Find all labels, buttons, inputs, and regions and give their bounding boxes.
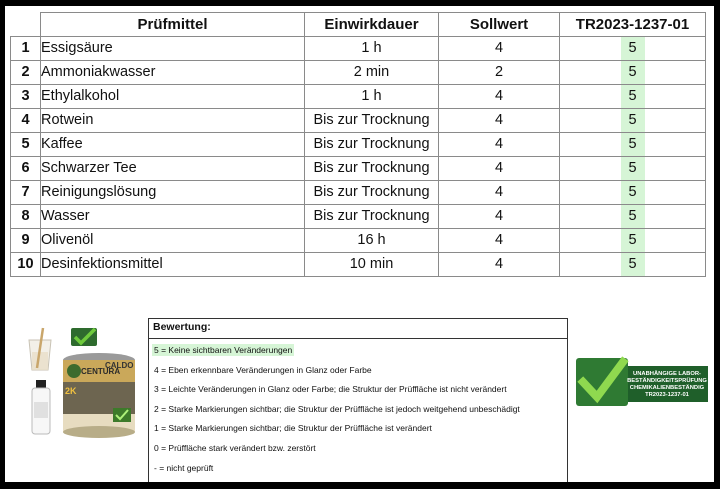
row-number: 9 bbox=[11, 229, 41, 253]
table-row bbox=[11, 109, 706, 133]
result-cell bbox=[560, 181, 706, 205]
check-icon bbox=[71, 328, 97, 346]
result-value: 5 bbox=[621, 133, 645, 156]
duration-cell: 10 min bbox=[305, 253, 439, 277]
target-cell: 4 bbox=[439, 109, 560, 133]
result-value: 5 bbox=[621, 37, 645, 60]
row-number: 6 bbox=[11, 157, 41, 181]
svg-text:UNABHÄNGIGE LABOR-: UNABHÄNGIGE LABOR- bbox=[633, 371, 701, 377]
header-target: Sollwert bbox=[439, 13, 560, 37]
target-cell: 2 bbox=[439, 61, 560, 85]
result-cell bbox=[560, 253, 706, 277]
header-num bbox=[11, 13, 41, 37]
agent-cell: Ethylalkohol bbox=[41, 85, 305, 109]
target-cell: 4 bbox=[439, 157, 560, 181]
duration-cell: Bis zur Trocknung bbox=[305, 133, 439, 157]
legend-item-text: 3 = Leichte Veränderungen in Glanz oder Farbe; die Struktur der Prüffläche ist nicht verändert bbox=[154, 384, 507, 395]
legend-title: Bewertung: bbox=[149, 319, 567, 339]
agent-cell: Essigsäure bbox=[41, 37, 305, 61]
target-cell: 4 bbox=[439, 37, 560, 61]
row-number: 2 bbox=[11, 61, 41, 85]
agent-cell: Wasser bbox=[41, 205, 305, 229]
target-cell: 4 bbox=[439, 253, 560, 277]
table-row bbox=[11, 157, 706, 181]
product-illustration bbox=[23, 322, 138, 442]
legend-item bbox=[152, 441, 564, 461]
result-value: 5 bbox=[621, 109, 645, 132]
certification-badge bbox=[575, 356, 709, 408]
target-cell: 4 bbox=[439, 229, 560, 253]
result-cell bbox=[560, 61, 706, 85]
legend-item-text: 2 = Starke Markierungen sichtbar; die Struktur der Prüffläche ist jedoch weitgehend unbeschädigt bbox=[154, 403, 520, 414]
result-value: 5 bbox=[621, 85, 645, 108]
legend-list bbox=[149, 339, 567, 482]
header-report: TR2023-1237-01 bbox=[560, 13, 706, 37]
legend-item bbox=[152, 382, 564, 402]
legend-item bbox=[152, 363, 564, 383]
legend-item-text: 4 = Eben erkennbare Veränderungen in Glanz oder Farbe bbox=[154, 364, 372, 375]
agent-cell: Reinigungslösung bbox=[41, 181, 305, 205]
result-cell bbox=[560, 109, 706, 133]
legend-item-text: - = nicht geprüft bbox=[154, 462, 214, 473]
legend-item-text: 5 = Keine sichtbaren Veränderungen bbox=[154, 345, 293, 355]
target-cell: 4 bbox=[439, 133, 560, 157]
target-cell: 4 bbox=[439, 205, 560, 229]
row-number: 1 bbox=[11, 37, 41, 61]
result-value: 5 bbox=[621, 253, 645, 276]
target-cell: 4 bbox=[439, 181, 560, 205]
row-number: 10 bbox=[11, 253, 41, 277]
result-value: 5 bbox=[621, 229, 645, 252]
target-cell: 4 bbox=[439, 85, 560, 109]
result-cell bbox=[560, 85, 706, 109]
hardener-bottle-icon bbox=[32, 380, 50, 434]
result-value: 5 bbox=[621, 61, 645, 84]
rating-legend bbox=[148, 318, 568, 482]
row-number: 5 bbox=[11, 133, 41, 157]
row-number: 7 bbox=[11, 181, 41, 205]
result-cell bbox=[560, 133, 706, 157]
duration-cell: Bis zur Trocknung bbox=[305, 109, 439, 133]
legend-item bbox=[152, 402, 564, 422]
table-row bbox=[11, 85, 706, 109]
result-value: 5 bbox=[621, 181, 645, 204]
document-page bbox=[5, 6, 714, 482]
table-row bbox=[11, 133, 706, 157]
table-row bbox=[11, 61, 706, 85]
duration-cell: 2 min bbox=[305, 61, 439, 85]
duration-cell: 1 h bbox=[305, 37, 439, 61]
table-row bbox=[11, 181, 706, 205]
legend-item bbox=[152, 421, 564, 441]
agent-cell: Schwarzer Tee bbox=[41, 157, 305, 181]
result-value: 5 bbox=[621, 205, 645, 228]
result-cell bbox=[560, 205, 706, 229]
big-check-icon bbox=[576, 358, 628, 406]
duration-cell: Bis zur Trocknung bbox=[305, 157, 439, 181]
svg-text:BESTÄNDIGKEITSPRÜFUNG: BESTÄNDIGKEITSPRÜFUNG bbox=[627, 378, 707, 384]
table-row bbox=[11, 229, 706, 253]
agent-cell: Ammoniakwasser bbox=[41, 61, 305, 85]
svg-text:TR2023-1237-01: TR2023-1237-01 bbox=[645, 392, 689, 398]
agent-cell: Rotwein bbox=[41, 109, 305, 133]
legend-item-text: 0 = Prüffläche stark verändert bzw. zerstört bbox=[154, 442, 316, 453]
agent-cell: Olivenöl bbox=[41, 229, 305, 253]
result-value: 5 bbox=[621, 157, 645, 180]
result-cell bbox=[560, 157, 706, 181]
result-cell bbox=[560, 229, 706, 253]
duration-cell: 16 h bbox=[305, 229, 439, 253]
legend-item bbox=[152, 461, 564, 481]
row-number: 8 bbox=[11, 205, 41, 229]
row-number: 4 bbox=[11, 109, 41, 133]
result-cell bbox=[560, 37, 706, 61]
svg-text:CHEMIKALIENBESTÄNDIG: CHEMIKALIENBESTÄNDIG bbox=[629, 385, 705, 391]
legend-item-text: 1 = Starke Markierungen sichtbar; die Struktur der Prüffläche ist verändert bbox=[154, 423, 432, 434]
svg-text:2K: 2K bbox=[65, 386, 77, 396]
header-agent: Prüfmittel bbox=[41, 13, 305, 37]
paint-can-icon bbox=[63, 353, 135, 438]
header-duration: Einwirkdauer bbox=[305, 13, 439, 37]
measuring-cup-icon bbox=[29, 328, 51, 370]
results-table bbox=[10, 12, 706, 277]
svg-text:CALDO: CALDO bbox=[105, 361, 134, 370]
agent-cell: Kaffee bbox=[41, 133, 305, 157]
duration-cell: 1 h bbox=[305, 85, 439, 109]
table-row bbox=[11, 253, 706, 277]
agent-cell: Desinfektionsmittel bbox=[41, 253, 305, 277]
row-number: 3 bbox=[11, 85, 41, 109]
svg-text:CENTURA: CENTURA bbox=[81, 367, 121, 376]
table-row bbox=[11, 205, 706, 229]
table-header-row bbox=[11, 13, 706, 37]
table-row bbox=[11, 37, 706, 61]
duration-cell: Bis zur Trocknung bbox=[305, 181, 439, 205]
legend-item bbox=[152, 343, 564, 363]
duration-cell: Bis zur Trocknung bbox=[305, 205, 439, 229]
